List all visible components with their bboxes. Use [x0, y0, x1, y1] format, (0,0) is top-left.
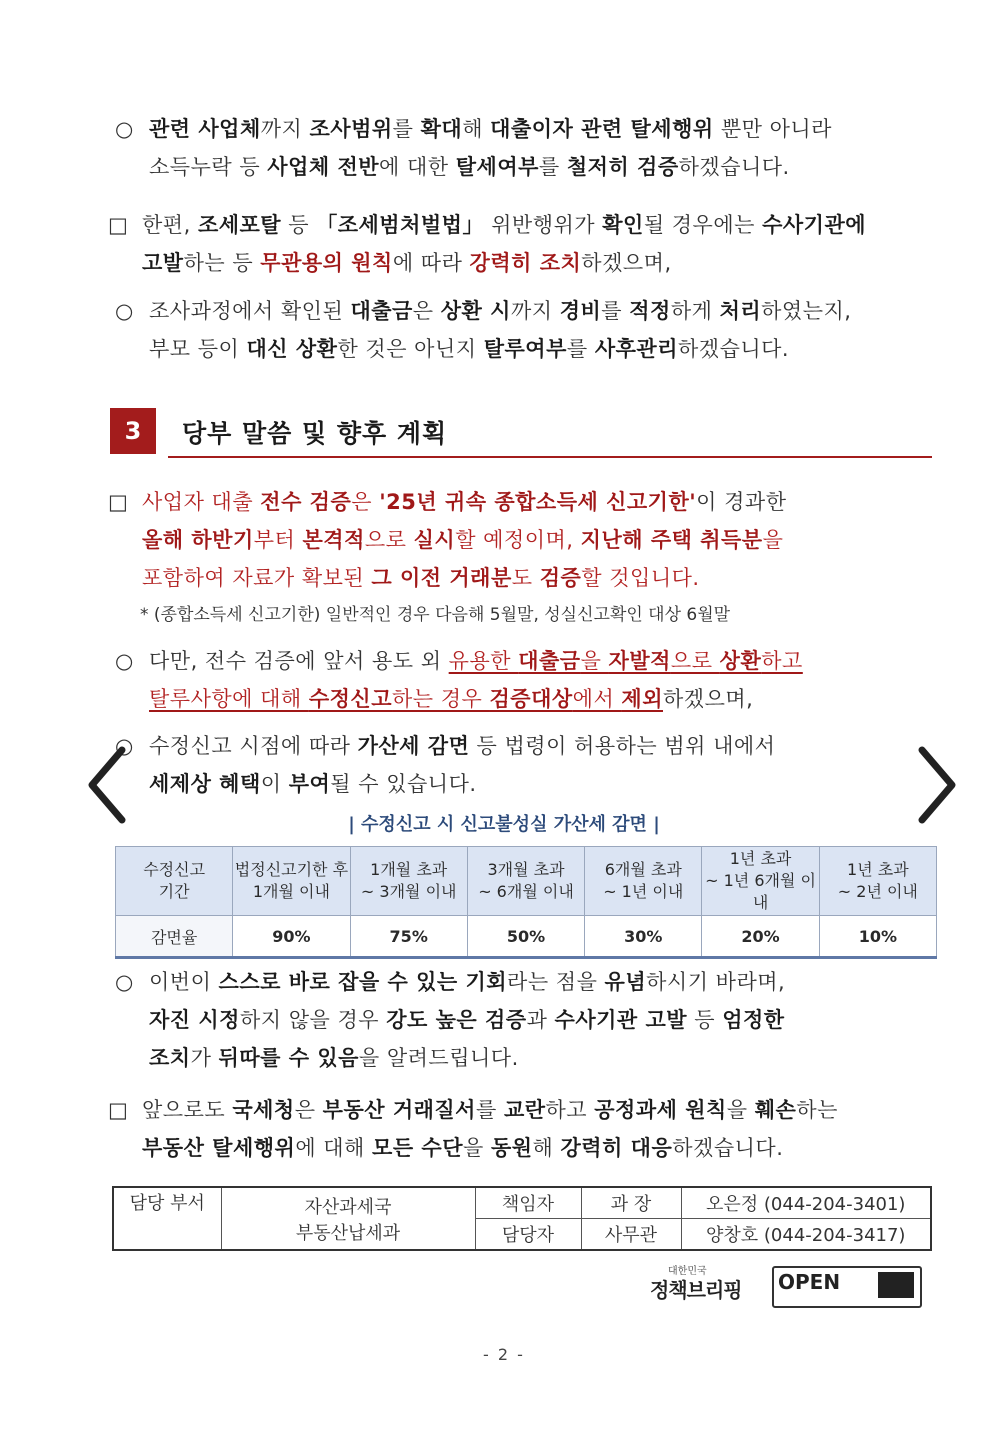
circle-bullet: ○: [115, 649, 134, 673]
text: 위반행위가: [483, 213, 603, 237]
text: 에 대한: [379, 155, 456, 179]
circle-bullet: ○: [115, 970, 134, 994]
text: 등: [687, 1008, 723, 1032]
paragraph-5: [115, 642, 803, 718]
text: 모든 수단: [372, 1136, 463, 1160]
page-number: - 2 -: [483, 1345, 525, 1364]
text: 유용한: [448, 649, 519, 673]
text: 조세포탈: [197, 213, 282, 237]
paragraph-6: [115, 727, 775, 803]
contact-role: 책임자: [475, 1187, 581, 1219]
policy-briefing-logo: [650, 1262, 760, 1308]
text: 하는 등: [183, 251, 261, 275]
text: 하겠습니다.: [678, 155, 790, 179]
text: 하지 않을 경우: [239, 1008, 387, 1032]
text: 3개월 초과: [487, 860, 565, 879]
text: 이: [260, 772, 289, 796]
text: 1년 초과: [847, 860, 909, 879]
text: 동원: [490, 1136, 533, 1160]
text: ~ 6개월 이내: [478, 882, 574, 901]
table-header-row: [116, 847, 937, 916]
paragraph-4: [108, 483, 787, 597]
text: 강력히 대응: [560, 1136, 673, 1160]
text: 하겠으며,: [663, 687, 754, 711]
text: 세제상 혜택: [149, 772, 261, 796]
text: 이번이: [149, 970, 219, 994]
text: 자산과세국: [304, 1196, 392, 1218]
text: 를: [475, 1098, 504, 1122]
chevron-right-icon: [906, 740, 966, 830]
contact-title: 과 장: [581, 1187, 681, 1219]
text: 상환: [719, 649, 762, 673]
circle-bullet: ○: [115, 734, 134, 758]
text: 가: [190, 1046, 219, 1070]
text: 사업체 전반: [267, 155, 380, 179]
table-header: [585, 847, 702, 916]
text: 기간: [158, 882, 190, 901]
text: 수정신고: [308, 687, 393, 711]
text: 될 수 있습니다.: [330, 772, 477, 796]
circle-bullet: ○: [115, 117, 134, 141]
footnote: * (종합소득세 신고기한) 일반적인 경우 다음해 5월말, 성실신고확인 대상 6월말: [140, 605, 731, 625]
text: 검증: [539, 566, 582, 590]
text: 를: [538, 155, 567, 179]
table-header: [116, 847, 233, 916]
text: 를: [566, 337, 595, 361]
text: 탈세여부: [455, 155, 539, 179]
section-number-badge: 3: [110, 408, 156, 454]
paragraph-8: [108, 1091, 838, 1167]
text: 1년 초과: [729, 849, 792, 868]
section-heading: [110, 408, 932, 458]
text: 뿐만 아니라: [713, 117, 832, 141]
text: 철저히 검증: [566, 155, 679, 179]
license-icon: [878, 1272, 914, 1298]
text: 하고: [545, 1098, 595, 1122]
text: 이 경과한: [696, 490, 787, 514]
table-header: [819, 847, 936, 916]
text: 으로: [364, 528, 414, 552]
text: 처리: [719, 299, 762, 323]
text: 대출금: [350, 299, 413, 323]
text: 부동산납세과: [295, 1222, 401, 1244]
text: 지난해 주택 취득분: [580, 528, 763, 552]
text: 전수 검증: [260, 490, 352, 514]
text: 확대: [420, 117, 463, 141]
text: ~ 1년 6개월 이내: [705, 871, 816, 912]
table-cell: 20%: [702, 916, 819, 958]
text: 가산세 감면: [357, 734, 470, 758]
text: 사업자 대출: [142, 490, 261, 514]
text: 소득누락 등: [149, 155, 268, 179]
contact-table: [112, 1186, 932, 1251]
text: 무관용의 원칙: [260, 251, 393, 275]
text: 조치: [149, 1046, 191, 1070]
text: OPEN: [778, 1270, 841, 1294]
table-row: [116, 916, 937, 958]
text: 에 대해: [295, 1136, 373, 1160]
table-cell: 90%: [233, 916, 350, 958]
text: 해: [462, 117, 491, 141]
text: 과: [526, 1008, 555, 1032]
text: 스스로 바로 잡을 수 있는 기회: [218, 970, 508, 994]
text: '25년 귀속 종합소득세 신고기한': [379, 490, 697, 514]
text: 실시: [413, 528, 456, 552]
section-divider: [168, 456, 932, 458]
text: 하겠습니다.: [672, 1136, 784, 1160]
text: 사후관리: [594, 337, 678, 361]
text: 관련 사업체: [149, 117, 261, 141]
text: 조사과정에서 확인된: [149, 299, 351, 323]
text: 제외: [621, 687, 663, 711]
section-title: 당부 말씀 및 향후 계획: [182, 419, 448, 448]
text: 정책브리핑: [650, 1278, 742, 1302]
text: 하고: [761, 649, 803, 673]
text: 경비: [559, 299, 602, 323]
text: 올해 하반기: [142, 528, 254, 552]
table-caption: | 수정신고 시 신고불성실 가산세 감면 |: [348, 814, 660, 835]
table-cell: 10%: [819, 916, 936, 958]
text: 대신 상환: [246, 337, 338, 361]
footer-logos: [650, 1262, 920, 1308]
text: 에서: [572, 687, 622, 711]
text: 을: [762, 528, 784, 552]
text: 한 것은 아닌지: [337, 337, 484, 361]
text: 자진 시정: [149, 1008, 240, 1032]
text: 유념: [604, 970, 647, 994]
text: 탈루여부: [483, 337, 567, 361]
text: ~ 2년 이내: [837, 882, 918, 901]
text: 하시기 바라며,: [646, 970, 786, 994]
text: 하겠으며,: [581, 251, 672, 275]
text: 하겠습니다.: [678, 337, 790, 361]
text: 까지: [260, 117, 310, 141]
paragraph-2: [108, 206, 866, 282]
text: 하였는지,: [761, 299, 852, 323]
text: 다만, 전수 검증에 앞서 용도 외: [149, 649, 449, 673]
text: 하게: [670, 299, 720, 323]
text: 해: [532, 1136, 561, 1160]
text: 교란: [503, 1098, 546, 1122]
paragraph-3: [115, 292, 851, 368]
text: 「조세범처벌법」: [316, 213, 484, 237]
text: 를: [601, 299, 630, 323]
paragraph-7: [115, 963, 785, 1077]
text: 대한민국: [668, 1266, 707, 1277]
text: 대출이자 관련 탈세행위: [490, 117, 714, 141]
text: 등: [281, 213, 317, 237]
text: 탈루사항에 대해: [149, 687, 309, 711]
text: 엄정한: [722, 1008, 785, 1032]
text: 본격적: [302, 528, 365, 552]
text: 고발: [142, 251, 184, 275]
text: 을: [580, 649, 609, 673]
text: 법정신고기한 후: [234, 860, 349, 879]
text: 수사기관 고발: [554, 1008, 688, 1032]
text: 강도 높은 검증: [386, 1008, 527, 1032]
text: 포함하여 자료가 확보된: [142, 566, 372, 590]
text: 을 알려드립니다.: [358, 1046, 519, 1070]
text: 하는 경우: [392, 687, 490, 711]
text: 부동산 거래질서: [322, 1098, 476, 1122]
text: 상환 시: [440, 299, 511, 323]
text: 은: [351, 490, 380, 514]
table-header: [467, 847, 584, 916]
table-row: [113, 1187, 931, 1219]
text: 하는: [796, 1098, 838, 1122]
text: 뒤따를 수 있음: [218, 1046, 359, 1070]
row-label: 감면율: [116, 916, 233, 958]
text: 부동산 탈세행위: [142, 1136, 296, 1160]
text: 검증대상: [489, 687, 573, 711]
text: 앞으로도: [142, 1098, 233, 1122]
penalty-reduction-table: [115, 846, 937, 959]
text: 조사범위: [309, 117, 393, 141]
square-bullet: □: [108, 1098, 129, 1122]
text: 은: [294, 1098, 323, 1122]
chevron-left-icon: [78, 740, 138, 830]
text: 라는 점을: [507, 970, 605, 994]
table-header: [350, 847, 467, 916]
text: 1개월 초과: [370, 860, 448, 879]
text: 훼손: [754, 1098, 797, 1122]
text: 국세청: [232, 1098, 295, 1122]
square-bullet: □: [108, 490, 129, 514]
text: 적정: [629, 299, 671, 323]
text: 강력히 조치: [469, 251, 582, 275]
text: 부모 등이: [149, 337, 247, 361]
text: ~ 1년 이내: [603, 882, 684, 901]
table-header: [233, 847, 350, 916]
contact-role: 담당자: [475, 1219, 581, 1251]
text: 확인: [602, 213, 644, 237]
text: 될 경우에는: [643, 213, 763, 237]
text: 를: [392, 117, 421, 141]
text: 수사기관에: [762, 213, 867, 237]
text: ~ 3개월 이내: [360, 882, 457, 901]
text: 수정신고 시점에 따라: [149, 734, 358, 758]
table-cell: 75%: [350, 916, 467, 958]
text: 도: [511, 566, 540, 590]
dept-label: 담당 부서: [113, 1187, 221, 1250]
contact-person: 양창호 (044-204-3417): [681, 1219, 931, 1251]
text: 1개월 이내: [252, 882, 330, 901]
circle-bullet: ○: [115, 299, 134, 323]
paragraph-1: [115, 110, 832, 186]
text: 을: [463, 1136, 491, 1160]
text: 부터: [253, 528, 303, 552]
text: 에 따라: [392, 251, 470, 275]
text: 으로: [670, 649, 720, 673]
text: 한편,: [142, 213, 198, 237]
table-cell: 30%: [585, 916, 702, 958]
text: 은: [412, 299, 441, 323]
text: 부여: [288, 772, 331, 796]
text: 그 이전 거래분: [371, 566, 512, 590]
text: 대출금: [518, 649, 581, 673]
contact-title: 사무관: [581, 1219, 681, 1251]
contact-person: 오은정 (044-204-3401): [681, 1187, 931, 1219]
open-license-logo: [772, 1266, 922, 1308]
text: 수정신고: [143, 860, 206, 879]
table-cell: 50%: [467, 916, 584, 958]
text: 할 예정이며,: [455, 528, 581, 552]
table-header: [702, 847, 819, 916]
text: 등 법령이 허용하는 범위 내에서: [469, 734, 776, 758]
text: 을: [726, 1098, 755, 1122]
text: 자발적: [608, 649, 671, 673]
text: 공정과세 원칙: [594, 1098, 727, 1122]
square-bullet: □: [108, 213, 129, 237]
next-page-button[interactable]: [906, 740, 966, 830]
previous-page-button[interactable]: [78, 740, 138, 830]
text: 까지: [510, 299, 560, 323]
text: 할 것입니다.: [581, 566, 700, 590]
dept-name: [221, 1187, 475, 1250]
text: 6개월 초과: [604, 860, 682, 879]
